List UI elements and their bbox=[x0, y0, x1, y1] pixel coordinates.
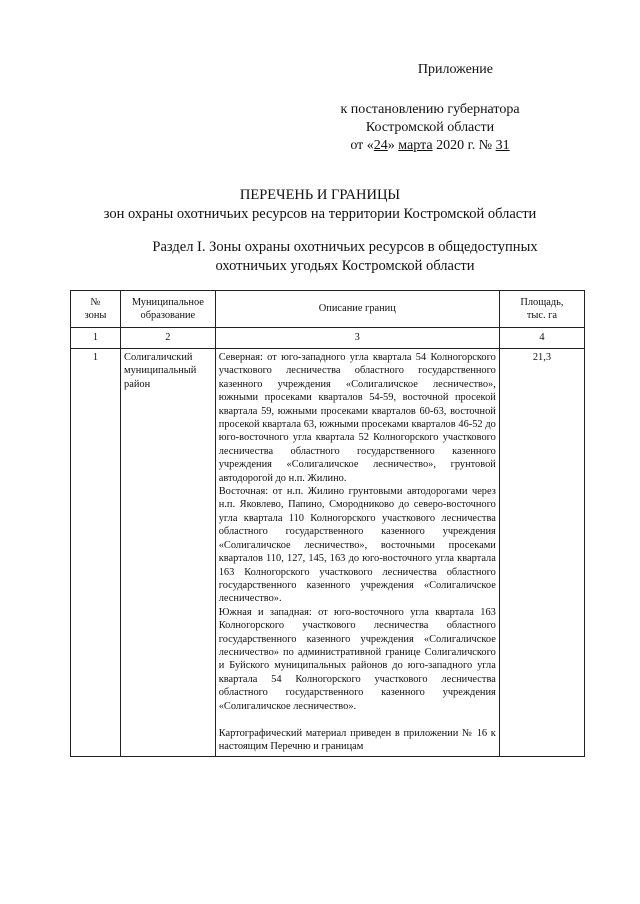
east-border: Восточная: от н.п. Жилино грунтовыми автодорогами через н.п. Яковлево, Папино, Смородниково до северо-восточного угла квартала 110 Колногорского участкового лесничества областного государственного казенного учреждения «Солигаличское лесничество», восточными просеками кварталов 110, 127, 145, 163 до юго-восточного угла квартала 163 Колногорского участкового лесничества областного государственного казенного учреждения «Солигаличское лесничество». bbox=[218, 486, 496, 605]
header-municipality: Муниципальное образование bbox=[121, 291, 216, 328]
paragraph-gap bbox=[219, 713, 496, 727]
column-numbers-row bbox=[71, 328, 585, 349]
map-note: Картографический материал приведен в приложении № 16 к настоящим Перечню и границам bbox=[218, 727, 496, 753]
section-heading bbox=[100, 238, 590, 276]
municipality-name: Солигаличский муниципальный район bbox=[121, 349, 216, 757]
north-border: Северная: от юго-западного угла квартала 54 Колногорского участкового лесничества областного государственного казенного учреждения «Солигаличское лесничество», южными просеками кварталов 54-59, восточной просекой квартала 59, южными просеками кварталов 60-63, восточной просекой квартала 63, южными просеками кварталов 46-52 до юго-восточного угла квартала 52 Колногорского участкового лесничества областного государственного казенного учреждения «Солигаличское лесничество», грунтовой автодорогой до н.п. Жилино. bbox=[218, 352, 496, 484]
decree-mid: » bbox=[387, 138, 399, 153]
document-title bbox=[60, 186, 580, 224]
zone-number: 1 bbox=[71, 349, 121, 757]
table-header-row bbox=[71, 291, 585, 328]
decree-number: 31 bbox=[495, 138, 510, 153]
decree-line-1: к постановлению губернатора bbox=[340, 102, 520, 117]
decree-year-no: 2020 г. № bbox=[432, 138, 496, 153]
decree-month: марта bbox=[398, 138, 433, 153]
decree-prefix: от « bbox=[350, 138, 374, 153]
column-number-4: 4 bbox=[499, 328, 584, 349]
decree-date-line bbox=[300, 137, 560, 155]
decree-day: 24 bbox=[373, 138, 388, 153]
south-west-border: Южная и западная: от юго-восточного угла квартала 163 Колногорского участкового лесничества областного государственного казенного учреждения «Солигаличское лесничество» по административной границе Солигаличского и Буйского муниципальных районов до юго-западного угла квартала 54 Колногорского участкового лесничества областного государственного казенного учреждения «Солигаличское лесничество». bbox=[218, 606, 496, 712]
header-zone-no: № зоны bbox=[71, 291, 121, 328]
header-area: Площадь, тыс. га bbox=[499, 291, 584, 328]
table-row bbox=[71, 349, 585, 757]
appendix-title: Приложение bbox=[417, 62, 493, 77]
zones-table bbox=[70, 290, 585, 757]
appendix-label bbox=[0, 62, 590, 78]
decree-line-2: Костромской области bbox=[365, 120, 495, 135]
title-line-2: зон охраны охотничьих ресурсов на территории Костромской области bbox=[103, 206, 537, 222]
zone-area: 21,3 bbox=[499, 349, 584, 757]
section-line-2: охотничьих угодьях Костромской области bbox=[215, 258, 475, 274]
border-description bbox=[215, 349, 499, 757]
column-number-3: 3 bbox=[215, 328, 499, 349]
column-number-2: 2 bbox=[121, 328, 216, 349]
decree-reference bbox=[300, 101, 560, 155]
header-description: Описание границ bbox=[215, 291, 499, 328]
title-line-1: ПЕРЕЧЕНЬ И ГРАНИЦЫ bbox=[239, 187, 401, 203]
column-number-1: 1 bbox=[71, 328, 121, 349]
section-line-1: Раздел I. Зоны охраны охотничьих ресурсов в общедоступных bbox=[152, 239, 538, 255]
